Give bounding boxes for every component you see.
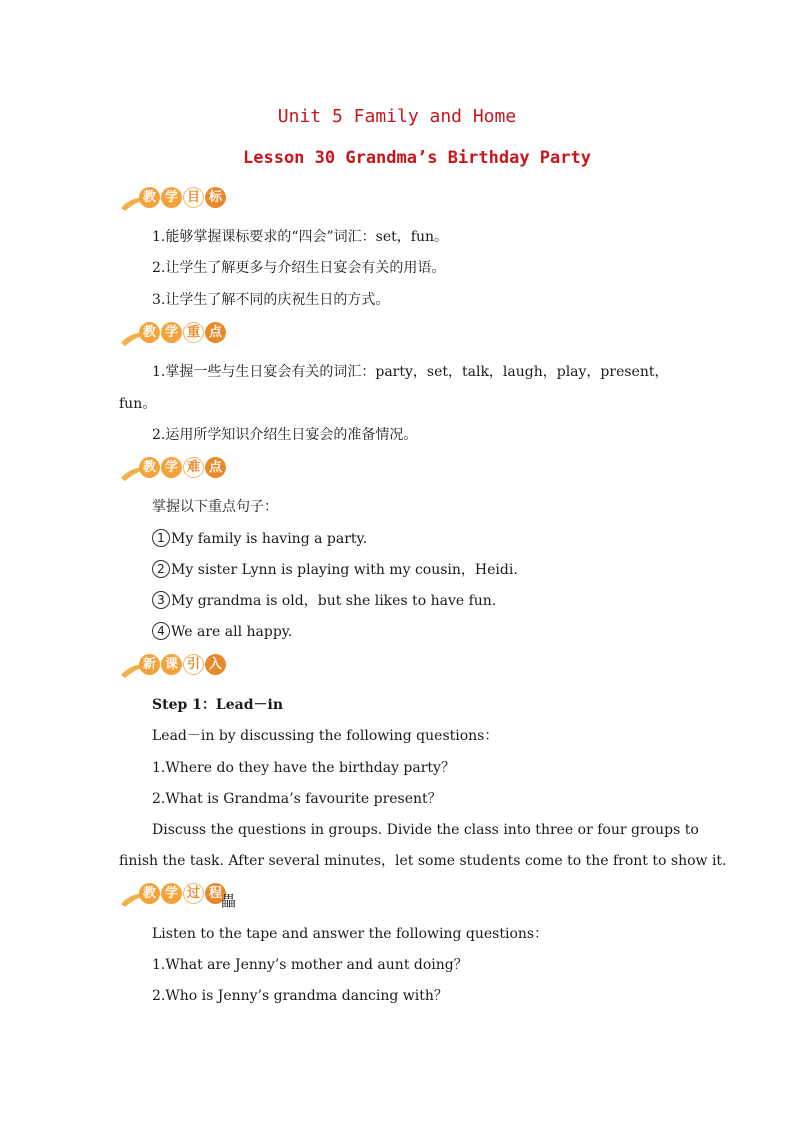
section-char: 入 — [205, 654, 226, 675]
objective-1: 1.能够掌握课标要求的“四会”词汇：set，fun。 — [152, 229, 448, 245]
section-char: 新 — [139, 654, 160, 675]
key-point-2: 2.运用所学知识介绍生日宴会的准备情况。 — [152, 427, 418, 443]
key-sentence: 4 We are all happy. — [152, 622, 292, 642]
section-char: 课 — [161, 654, 182, 675]
circled-number: 4 — [152, 622, 170, 640]
objective-2: 2.让学生了解更多与介绍生日宴会有关的用语。 — [152, 260, 446, 276]
section-char: 引 — [183, 654, 204, 675]
question-2: 2.What is Grandma’s favourite present？ — [152, 791, 442, 807]
section-char: 教 — [139, 322, 160, 343]
step-heading: Step 1：Lead－in — [152, 697, 283, 713]
section-char: 重 — [183, 322, 204, 343]
section-char: 标 — [205, 187, 226, 208]
circled-number: 1 — [152, 529, 170, 547]
section-char: 程 — [205, 883, 226, 904]
section-char: 学 — [161, 322, 182, 343]
section-char: 学 — [161, 883, 182, 904]
section-char: 难 — [183, 457, 204, 478]
circled-number: 3 — [152, 591, 170, 609]
process-question-2: 2.Who is Jenny’s grandma dancing with？ — [152, 988, 448, 1004]
discussion-text-continued: finish the task. After several minutes，let some students come to the front to show it. — [119, 853, 727, 869]
stray-glyph: 畾 — [221, 892, 237, 910]
question-1: 1.Where do they have the birthday party？ — [152, 760, 455, 776]
section-char: 学 — [161, 187, 182, 208]
process-question-1: 1.What are Jenny’s mother and aunt doing？ — [152, 957, 468, 973]
section-char: 教 — [139, 883, 160, 904]
difficulties-intro: 掌握以下重点句子： — [152, 499, 278, 515]
section-char: 学 — [161, 457, 182, 478]
key-point-1: 1.掌握一些与生日宴会有关的词汇：party，set，talk，laugh，play，present， — [152, 364, 669, 380]
key-sentence: 1 My family is having a party. — [152, 529, 367, 549]
section-char: 点 — [205, 457, 226, 478]
objective-3: 3.让学生了解不同的庆祝生日的方式。 — [152, 292, 390, 308]
key-point-1-continued: fun。 — [119, 396, 157, 412]
section-char: 过 — [183, 883, 204, 904]
lead-in-text: Lead－in by discussing the following questions： — [152, 728, 499, 744]
section-char: 教 — [139, 187, 160, 208]
listen-instruction: Listen to the tape and answer the following questions： — [152, 926, 549, 942]
key-sentence: 3 My grandma is old，but she likes to have fun. — [152, 591, 496, 611]
key-sentence: 2 My sister Lynn is playing with my cousin，Heidi. — [152, 560, 518, 580]
discussion-text: Discuss the questions in groups. Divide the class into three or four groups to — [152, 822, 699, 838]
lesson-title: Lesson 30 Grandma’s Birthday Party — [243, 148, 591, 168]
section-char: 教 — [139, 457, 160, 478]
section-char: 点 — [205, 322, 226, 343]
unit-title: Unit 5 Family and Home — [277, 106, 517, 127]
section-char: 目 — [183, 187, 204, 208]
circled-number: 2 — [152, 560, 170, 578]
